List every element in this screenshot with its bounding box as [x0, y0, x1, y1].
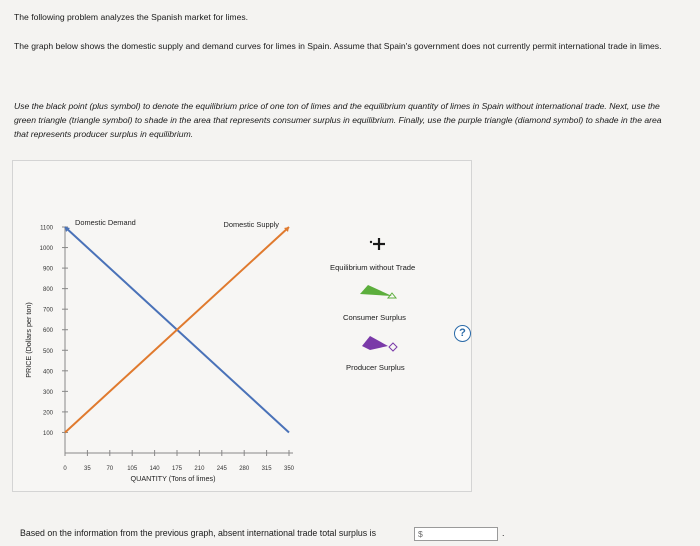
y-tick-label: 700: [42, 307, 53, 314]
y-tick-label: 200: [42, 410, 53, 417]
series-label-demand: Domestic Demand: [75, 218, 136, 227]
x-tick-label: 35: [84, 466, 91, 472]
x-tick-label: 210: [194, 466, 205, 472]
y-axis-label: PRICE (Dollars per ton): [24, 302, 33, 378]
legend-producer-label: Producer Surplus: [346, 363, 405, 372]
y-tick-label: 1000: [39, 246, 53, 253]
x-tick-label: 0: [63, 466, 67, 472]
intro-text: The following problem analyzes the Spanish market for limes.: [14, 12, 249, 22]
y-tick-label: 100: [42, 430, 53, 437]
y-tick-label: 900: [42, 266, 53, 273]
help-icon[interactable]: ?: [454, 325, 471, 342]
y-tick-label: 400: [42, 369, 53, 376]
tool-palette: [340, 232, 440, 372]
description-text: The graph below shows the domestic supply and demand curves for limes in Spain. Assume that Spain's government does not currently permit international trade in limes.: [14, 41, 662, 51]
legend-equilibrium-label: Equilibrium without Trade: [330, 263, 416, 272]
period-text: .: [502, 528, 505, 538]
legend-consumer-label: Consumer Surplus: [343, 313, 406, 322]
total-surplus-input[interactable]: $: [414, 527, 498, 541]
x-tick-label: 70: [106, 466, 114, 472]
series-label-supply: Domestic Supply: [223, 220, 279, 229]
y-tick-label: 500: [42, 348, 53, 355]
y-tick-label: 300: [42, 389, 53, 396]
x-tick-label: 315: [261, 466, 272, 472]
x-tick-label: 105: [127, 466, 138, 472]
instructions-text: Use the black point (plus symbol) to denote the equilibrium price of one ton of limes and the equilibrium quantity of limes in Spain without international trade. Next, use the green triangle (triangle symbol) to shade in the area that represents consumer surplus in equilibrium. Finally, use the purple triangle (diamond symbol) to shade in the area that represents producer surplus in equilibrium.: [14, 101, 662, 139]
x-tick-label: 140: [149, 466, 160, 472]
question-text: Based on the information from the previous graph, absent international trade total surplus is: [20, 528, 376, 538]
y-tick-label: 1100: [40, 225, 53, 232]
y-tick-label: 800: [42, 287, 53, 294]
consumer-surplus-triangle-tool[interactable]: [360, 285, 396, 298]
y-tick-label: 600: [42, 328, 53, 335]
x-axis-label: QUANTITY (Tons of limes): [130, 474, 216, 483]
x-tick-label: 280: [239, 466, 250, 472]
equilibrium-plus-tool[interactable]: [370, 238, 385, 250]
x-tick-label: 245: [216, 466, 227, 472]
x-tick-label: 350: [283, 466, 295, 472]
producer-surplus-diamond-tool[interactable]: [362, 336, 397, 351]
x-tick-label: 175: [171, 466, 183, 472]
